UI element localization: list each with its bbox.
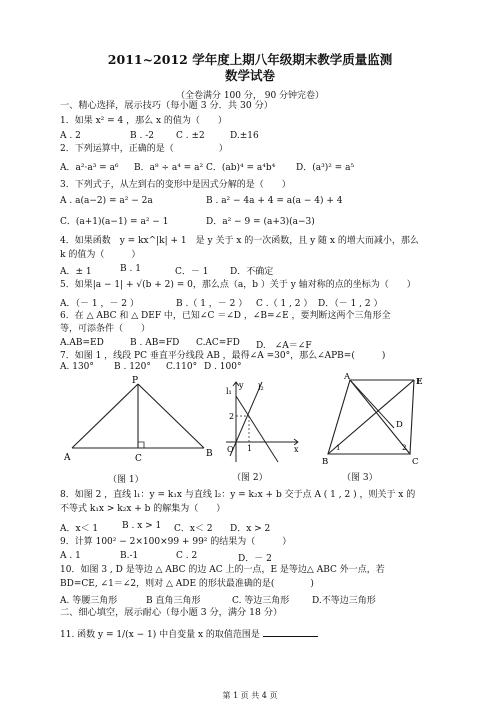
q10-line2: BD=CE, ∠1＝∠2，则对 △ ADE 的形状最准确的是( ) — [60, 579, 314, 589]
q2-option-c: C．(ab)⁴ = a⁴b⁴ — [206, 163, 276, 173]
q7-option-a: A. 130° — [60, 362, 94, 372]
fig2-label-l1: l₁ — [226, 387, 232, 396]
q9-option-a: A . 1 — [60, 551, 81, 561]
figure-2-caption: （图 2） — [232, 473, 268, 483]
q9-option-c: C . 2 — [176, 551, 198, 561]
q8-option-c: C．x＜ 2 — [174, 524, 213, 534]
q10-option-d: D.不等边三角形 — [312, 596, 376, 606]
q4-option-c: C．－ 1 — [175, 267, 209, 277]
q1-option-c: C . ±2 — [176, 131, 205, 141]
fig3-label-b: B — [322, 457, 329, 467]
q9-stem: 9．计算 100² − 2×100×99 + 99² 的结果为（ ） — [60, 537, 292, 547]
fig2-label-x: x — [294, 445, 299, 454]
q5-option-c: C .（ 1 , 2 ） — [256, 299, 313, 309]
figure-3-triangles — [322, 372, 442, 467]
fig2-label-y: y — [239, 381, 244, 390]
q3-option-b: B . a² − 4a + 4 = a(a − 4) + 4 — [206, 196, 343, 206]
fig3-label-d: D — [396, 420, 403, 430]
q6-option-a: A.AB=ED — [60, 338, 104, 348]
fig1-label-b: B — [206, 449, 213, 459]
fig2-label-1: 1 — [247, 444, 253, 453]
fig3-label-c: C — [412, 457, 419, 467]
q8-option-d: D．x > 2 — [230, 524, 271, 534]
q6-line1: 6．在 △ ABC 和 △ DEF 中，已知∠C ＝∠D ，∠B=∠E ，要判断这两个三角形全 — [60, 311, 391, 321]
fig2-label-2: 2 — [229, 412, 235, 421]
q4-option-d: D．不确定 — [230, 267, 274, 277]
q2-option-d: D．(a³)² = a⁵ — [296, 163, 355, 173]
q2-stem: 2．下列运算中，正确的是（ ） — [60, 144, 228, 154]
q5-stem: 5．如果|a − 1| + √(b + 2) = 0，那么点（a，b ）关于 y 轴对称的点的坐标为（ ） — [60, 280, 416, 290]
q2-option-a: A．a²·a³ = a⁶ — [60, 163, 119, 173]
q7-option-d: D . 100° — [204, 362, 242, 372]
section-1-heading: 一、精心选择，展示技巧（每小题 3 分．共 30 分） — [60, 100, 273, 111]
q9-option-b: B.-1 — [120, 551, 139, 561]
q11-answer-blank[interactable] — [263, 628, 318, 637]
q3-option-d: D．a² − 9 = (a+3)(a−3) — [206, 217, 315, 227]
figure-3-caption: （图 3） — [342, 473, 378, 483]
fig3-angle-1: 1 — [336, 444, 341, 452]
q1-option-b: B . -2 — [130, 131, 154, 141]
q6-option-b: B . AB=FD — [130, 338, 180, 348]
q8-line2: 不等式 k₁x > k₂x + b 的解集为（ ） — [60, 504, 226, 514]
q11-stem — [60, 628, 318, 641]
q3-option-a: A . a(a−2) = a² − 2a — [60, 196, 153, 206]
q1-option-a: A . 2 — [60, 131, 81, 141]
q7-stem: 7．如图 1 ，线段 PC 垂直平分线段 AB ，最得∠A =30°，那么∠APB=( ) — [60, 351, 386, 361]
q5-option-b: B .（ 1 ，－ 2 ） — [176, 299, 248, 309]
q3-option-c: C．(a+1)(a−1) = a² − 1 — [60, 217, 169, 227]
q8-option-b: B . x > 1 — [122, 521, 162, 531]
q8-option-a: A．x＜ 1 — [60, 524, 99, 534]
fig3-angle-2: 2 — [402, 444, 407, 452]
q8-line1: 8．如图 2 ，直线 l₁：y = k₁x 与直线 l₂：y = k₂x + b 交于点 A ( 1 , 2 ) ，则关于 x 的 — [60, 490, 416, 500]
q6-option-d: D. ∠A＝∠F — [256, 341, 312, 351]
q2-option-b: B．a⁸ ÷ a⁴ = a² — [134, 163, 204, 173]
figure-1-triangle — [60, 376, 220, 466]
q10-line1: 10．如图 3 , D 是等边 △ ABC 的边 AC 上的一点，E 是等边△ ABC 外一点，若 — [60, 565, 385, 575]
figure-1-caption: （图 1） — [108, 475, 144, 485]
q5-option-d: D．（－ 1 , 2 ） — [318, 299, 383, 309]
q10-option-a: A. 等腰三角形 — [60, 596, 118, 606]
q11-text: 11. 函数 y = 1/(x − 1) 中自变量 x 的取值范围是 — [60, 630, 260, 640]
figure-2-lines — [222, 376, 302, 466]
exam-note: （全卷满分 100 分， 90 分钟完卷） — [175, 91, 325, 101]
q1-option-d: D.±16 — [230, 131, 259, 141]
fig3-label-a: A — [344, 372, 351, 382]
fig1-label-a: A — [64, 453, 71, 463]
q4-option-a: A．± 1 — [60, 267, 92, 277]
q4-option-b: B . 1 — [120, 264, 141, 274]
fig1-label-c: C — [135, 454, 142, 464]
fig3-label-e: E — [416, 377, 423, 387]
fig1-label-p: P — [132, 376, 139, 386]
q10-option-b: B 直角三角形 — [146, 596, 201, 606]
section-2-heading: 二、细心填空，展示耐心（每小题 3 分，满分 18 分） — [60, 607, 283, 618]
q3-stem: 3．下列式子，从左到右的变形中是因式分解的是（ ） — [60, 180, 291, 190]
fig2-label-l2: l₂ — [258, 383, 264, 392]
q5-option-a: A．（－ 1 ，－ 2 ） — [60, 299, 139, 309]
exam-title: 2011~2012 学年度上期八年级期末教学质量监测 — [107, 52, 393, 67]
q7-option-c: C.110° — [166, 362, 198, 372]
q4-line1: 4．如果函数 y = kx^|k| + 1 是 y 关于 x 的一次函数，且 y 随 x 的增大而减小，那么 — [60, 236, 419, 246]
q4-line2: k 的值为（ ） — [60, 250, 141, 260]
q10-option-c: C. 等边三角形 — [232, 596, 290, 606]
q6-option-c: C.AC=FD — [196, 338, 240, 348]
q1-stem: 1．如果 x² = 4 ，那么 x 的值为（ ） — [60, 116, 227, 126]
q6-line2: 等，可添条件（ ） — [60, 324, 151, 334]
exam-subtitle: 数学试卷 — [224, 68, 275, 83]
page-footer: 第 1 页 共 4 页 — [222, 691, 278, 700]
q9-option-d: D．－ 2 — [238, 554, 272, 564]
q7-option-b: B . 120° — [114, 362, 151, 372]
fig2-label-o: O — [227, 445, 234, 454]
